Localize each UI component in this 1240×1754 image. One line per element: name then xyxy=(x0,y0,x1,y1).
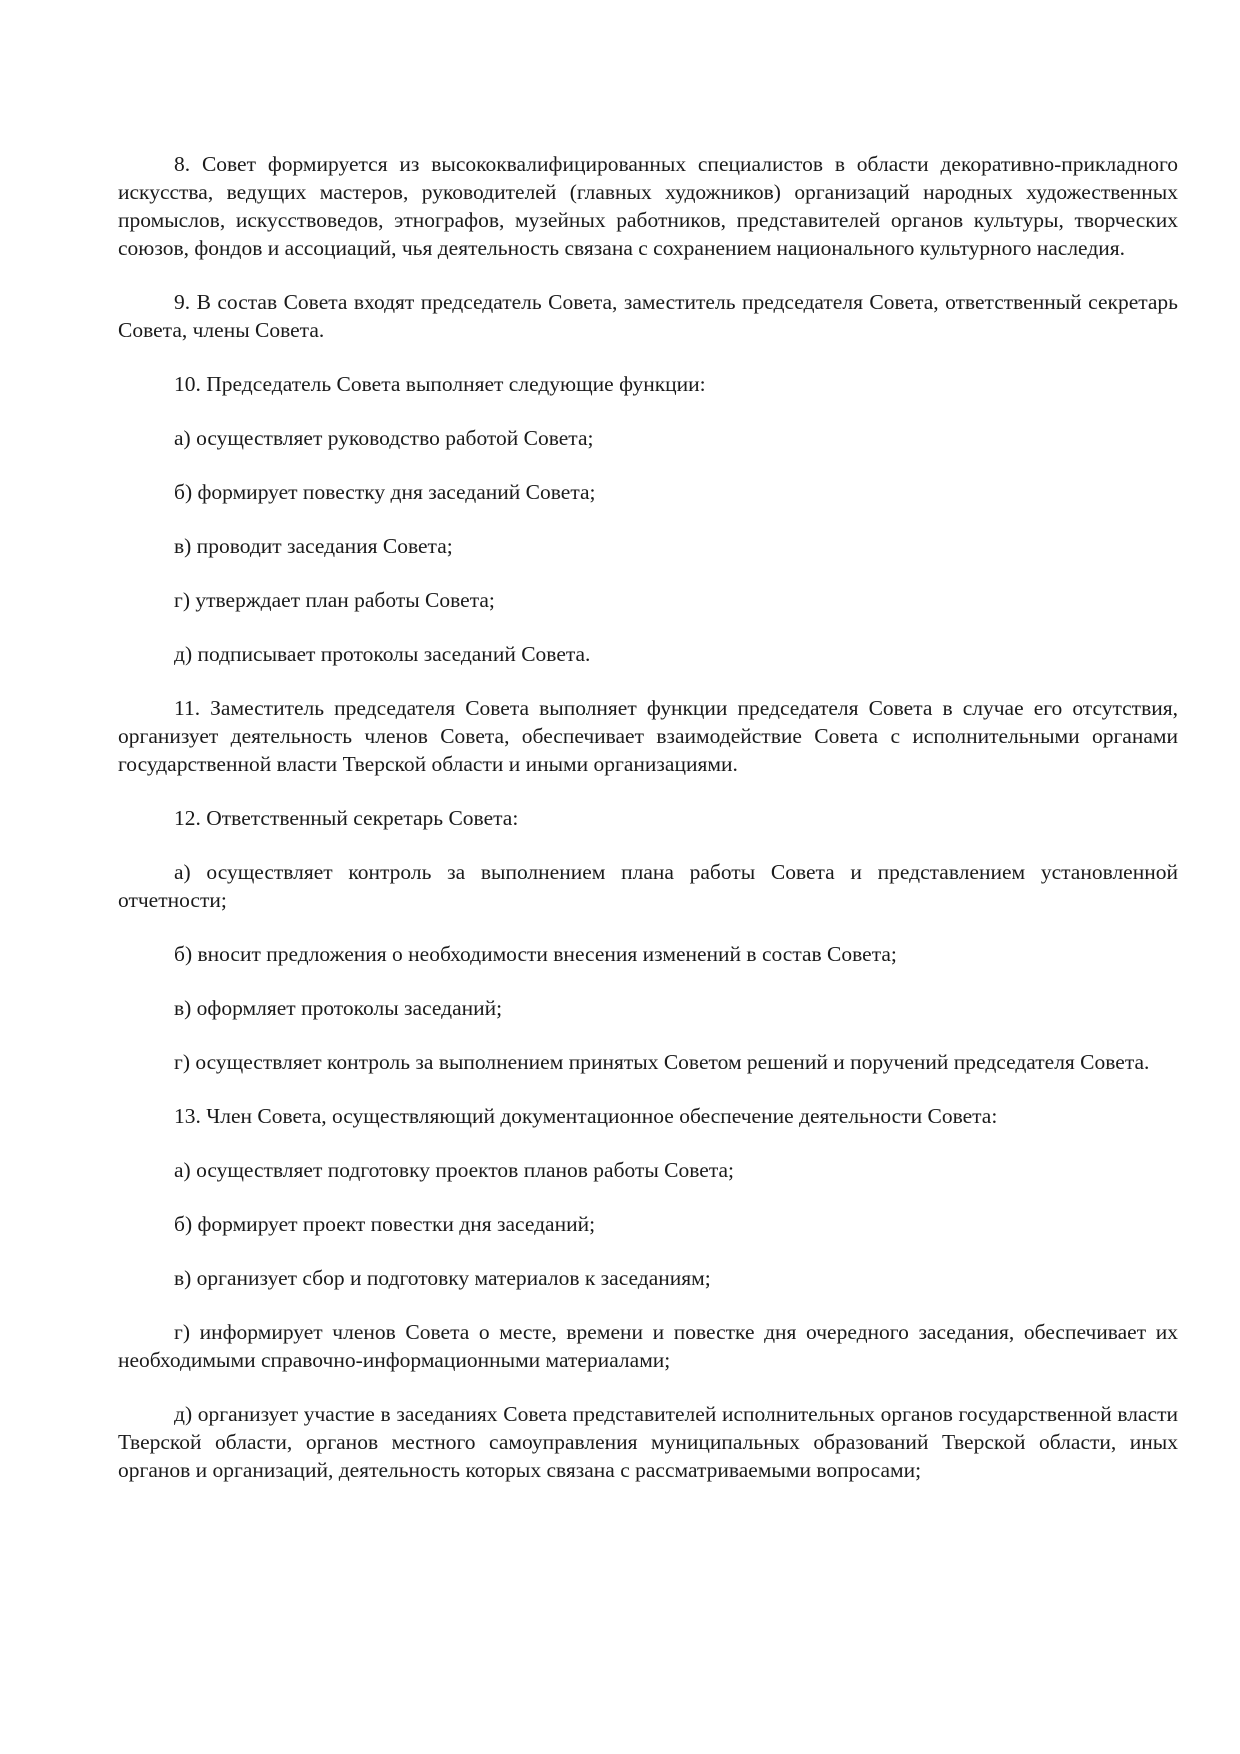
paragraph-13-g: г) информирует членов Совета о месте, времени и повестке дня очередного заседания, обеспечивает их необходимыми справочно-информационными материалами; xyxy=(118,1320,1178,1372)
paragraph-13-b: б) формирует проект повестки дня заседаний; xyxy=(174,1212,596,1236)
paragraph-13: 13. Член Совета, осуществляющий документационное обеспечение деятельности Совета: xyxy=(174,1104,998,1128)
paragraph-12-b: б) вносит предложения о необходимости внесения изменений в состав Совета; xyxy=(174,942,897,966)
paragraph-13-d: д) организует участие в заседаниях Совета представителей исполнительных органов государственной власти Тверской области, органов местного самоуправления муниципальных образований Тверской области, иных органов и организаций, деятельность которых связана с рассматриваемыми вопросами; xyxy=(118,1402,1178,1482)
paragraph-13-a: а) осуществляет подготовку проектов планов работы Совета; xyxy=(174,1158,735,1182)
paragraph-12: 12. Ответственный секретарь Совета: xyxy=(174,806,519,830)
paragraph-13-v: в) организует сбор и подготовку материалов к заседаниям; xyxy=(174,1266,711,1290)
paragraph-12-a: а) осуществляет контроль за выполнением плана работы Совета и представлением установленной отчетности; xyxy=(118,860,1178,912)
paragraph-10-b: б) формирует повестку дня заседаний Совета; xyxy=(174,480,596,504)
paragraph-9: 9. В состав Совета входят председатель Совета, заместитель председателя Совета, ответственный секретарь Совета, члены Совета. xyxy=(118,290,1178,342)
document-page xyxy=(118,150,1178,1510)
paragraph-10-g: г) утверждает план работы Совета; xyxy=(174,588,495,612)
paragraph-10-d: д) подписывает протоколы заседаний Совета. xyxy=(174,642,591,666)
paragraph-10: 10. Председатель Совета выполняет следующие функции: xyxy=(174,372,706,396)
paragraph-12-v: в) оформляет протоколы заседаний; xyxy=(174,996,503,1020)
paragraph-10-v: в) проводит заседания Совета; xyxy=(174,534,453,558)
paragraph-8: 8. Совет формируется из высококвалифицированных специалистов в области декоративно-прикладного искусства, ведущих мастеров, руководителей (главных художников) организаций народных художественных промыслов, искусствоведов, этнографов, музейных работников, представителей органов культуры, творческих союзов, фондов и ассоциаций, чья деятельность связана с сохранением национального культурного наследия. xyxy=(118,152,1178,260)
paragraph-12-g: г) осуществляет контроль за выполнением принятых Советом решений и поручений председателя Совета. xyxy=(174,1050,1150,1074)
paragraph-11: 11. Заместитель председателя Совета выполняет функции председателя Совета в случае его отсутствия, организует деятельность членов Совета, обеспечивает взаимодействие Совета с исполнительными органами государственной власти Тверской области и иными организациями. xyxy=(118,696,1178,776)
paragraph-10-a: а) осуществляет руководство работой Совета; xyxy=(174,426,594,450)
